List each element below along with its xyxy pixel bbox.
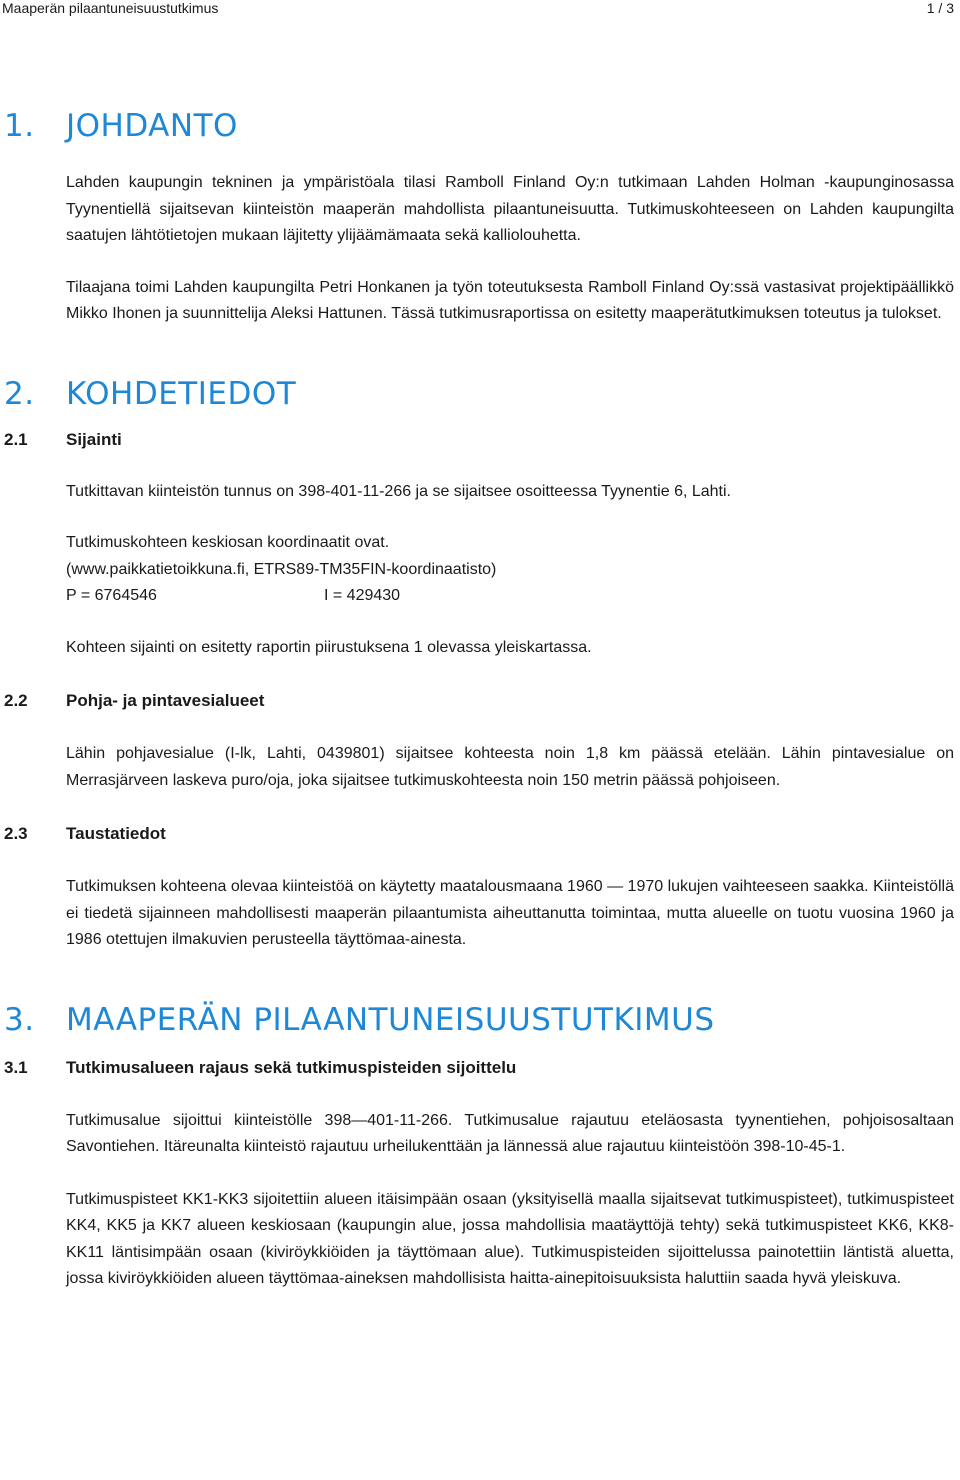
subsection-title: Taustatiedot bbox=[66, 824, 166, 843]
running-header bbox=[0, 0, 960, 20]
subsection-number: 2.2 bbox=[4, 691, 28, 710]
section-heading-kohdetiedot bbox=[0, 372, 960, 416]
paragraph: Tutkimusalue sijoittui kiinteistölle 398—401-11-266. Tutkimusalue rajautuu eteläosasta tyynentiehen, pohjoisosaltaan Savontiehen. Itäreunalta kiinteistö rajautuu urheilukenttään ja lännessä alue rajautuu kiinteistöön 398-10-45-1. bbox=[66, 1111, 954, 1155]
coordinate-p: P = 6764546 bbox=[66, 587, 157, 604]
section-number: 1. bbox=[4, 108, 35, 144]
subsection-heading-tutkimusalueen-rajaus bbox=[0, 1054, 960, 1082]
subsection-number: 2.3 bbox=[4, 824, 28, 843]
coordinate-i: I = 429430 bbox=[324, 587, 401, 604]
subsection-heading-sijainti bbox=[0, 426, 960, 454]
document-title: Maaperän pilaantuneisuustutkimus bbox=[2, 0, 219, 16]
subsection-heading-taustatiedot bbox=[0, 820, 960, 848]
subsection-heading-pohja-ja-pintavesialueet bbox=[0, 687, 960, 715]
paragraph: (www.paikkatietoikkuna.fi, ETRS89-TM35FIN-koordinaatisto) bbox=[66, 560, 497, 578]
paragraph: Tutkimuksen kohteena olevaa kiinteistöä on käytetty maatalousmaana 1960 — 1970 lukujen vaihteeseen saakka. Kiinteistöllä ei tiedetä sijainneen mahdollisesti maaperän pilaantumista aiheuttanutta toimintaa, mutta alueelle on tuotu vuosina 1960 ja 1986 otettujen ilmakuvien perusteella täyttömaa-ainesta. bbox=[66, 878, 954, 948]
subsection-title: Tutkimusalueen rajaus sekä tutkimuspisteiden sijoittelu bbox=[66, 1057, 517, 1077]
section-title: KOHDETIEDOT bbox=[66, 375, 297, 412]
paragraph: Tutkimuskohteen keskiosan koordinaatit ovat. bbox=[66, 534, 390, 551]
subsection-number: 3.1 bbox=[4, 1057, 28, 1077]
page-number: 1 / 3 bbox=[926, 0, 954, 16]
section-heading-johdanto bbox=[0, 104, 960, 148]
subsection-title: Sijainti bbox=[66, 429, 122, 449]
section-number: 2. bbox=[4, 375, 35, 412]
paragraph: Tilaajana toimi Lahden kaupungilta Petri Honkanen ja työn toteutuksesta Ramboll Finland Oy:ssä vastasivat projektipäällikkö Mikko Ihonen ja suunnittelija Aleksi Hattunen. Tässä tutkimusraportissa on esitetty maaperätutkimuksen toteutus ja tulokset. bbox=[66, 278, 954, 322]
paragraph: Kohteen sijainti on esitetty raportin piirustuksena 1 olevassa yleiskartassa. bbox=[66, 638, 592, 656]
subsection-title: Pohja- ja pintavesialueet bbox=[66, 691, 265, 710]
section-heading-maaperan-pilaantuneisuustutkimus bbox=[0, 998, 960, 1042]
paragraph: Tutkimuspisteet KK1-KK3 sijoitettiin alueen itäisimpään osaan (yksityisellä maalla sijaitsevat tutkimuspisteet), tutkimuspisteet KK4, KK5 ja KK7 alueen keskiosaan (kaupungin alue, jossa mahdollisia maatäyttöjä tehty) sekä tutkimuspisteet KK6, KK8-KK11 läntisimpään osaan (kiviröykkiöiden ja täyttömaan alue). Tutkimuspisteiden sijoittelussa painotettiin läntistä aluetta, jossa kiviröykkiöiden alueen täyttömaa-aineksen mahdollisista haitta-ainepitoisuuksista haluttiin saada hyvä yleiskuva. bbox=[66, 1190, 954, 1287]
paragraph: Lahden kaupungin tekninen ja ympäristöala tilasi Ramboll Finland Oy:n tutkimaan Lahden Holman -kaupunginosassa Tyynentiellä sijaitsevan kiinteistön maaperän mahdollista pilaantuneisuutta. Tutkimuskohteeseen on Lahden kaupungilta saatujen lähtötietojen mukaan läjitetty ylijäämämaata sekä kalliolouhetta. bbox=[66, 174, 954, 244]
paragraph: Tutkittavan kiinteistön tunnus on 398-401-11-266 ja se sijaitsee osoitteessa Tyynentie 6, Lahti. bbox=[66, 482, 731, 500]
paragraph: Lähin pohjavesialue (I-lk, Lahti, 0439801) sijaitsee kohteesta noin 1,8 km päässä etelään. Lähin pintavesialue on Merrasjärveen laskeva puro/oja, joka sijaitsee tutkimuskohteesta noin 150 metrin päässä pohjoiseen. bbox=[66, 745, 954, 789]
subsection-number: 2.1 bbox=[4, 429, 28, 449]
coordinates bbox=[66, 583, 960, 610]
section-title: JOHDANTO bbox=[66, 108, 238, 144]
section-number: 3. bbox=[4, 1001, 35, 1038]
section-title: MAAPERÄN PILAANTUNEISUUSTUTKIMUS bbox=[66, 1001, 715, 1038]
document-body bbox=[0, 104, 960, 1293]
